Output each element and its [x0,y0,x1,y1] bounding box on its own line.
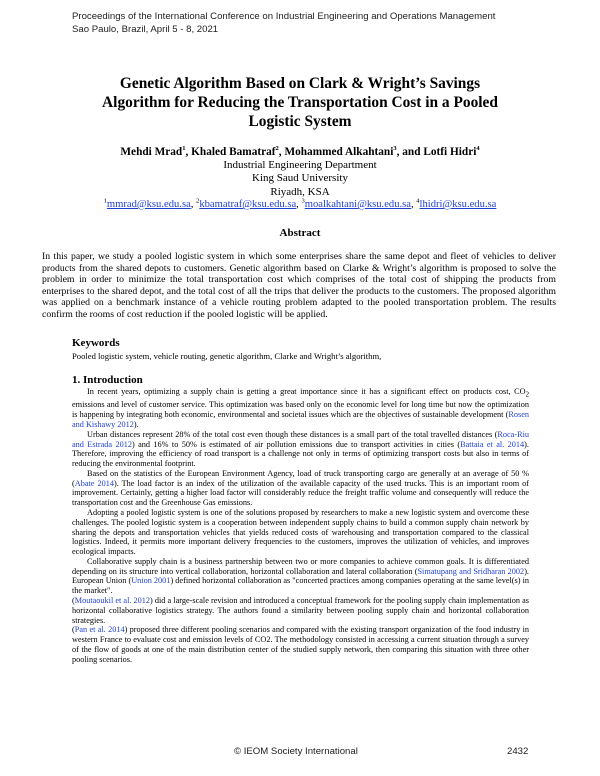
keywords-text: Pooled logistic system, vehicle routing, genetic algorithm, Clarke and Wright’s algorithm, [72,351,382,361]
citation-link[interactable]: Simatupang and Sridharan 2002 [417,566,525,576]
author-name: Khaled Bamatraf [191,146,276,158]
keywords-heading: Keywords [72,337,120,349]
abstract-text: In this paper, we study a pooled logistic system in which some enterprises share the same depot and fleet of vehicles to deliver products from the shared depots to customers. Genetic algorithm based on Clarke & Wright’s algorithm is proposed to solve the problem in order to minimize the total transportation cost which comprises of the total cost of shipping the products from enterprises to the shared depot, and the total cost of all the trips that deliver the products to the customers. The proposed algorithm was applied on a benchmark instance of a vehicle routing problem adapted to the pooled transportation problem. The results confirm the rooms of cost reduction if the pooled logistic will be applied. [42,251,556,320]
paragraph: (Moutaoukil et al. 2012) did a large-scale revision and introduced a conceptual framework for the pooling supply chain implementation as horizontal collaborative logistics strategy. The authors found a similarity between pooling supply chain and horizontal collaboration strategies. [72,596,529,625]
paragraph: In recent years, optimizing a supply chain is getting a great importance since it has a significant effect on products cost, $CO_2$ emissions and level of customer service. This optimization was based only on the economic level for long time but now the optimization is happening by integrating both economic, environmental and societal issues which are the objectives of sustainable development (Rosen and Kishawy 2012). [72,387,529,429]
email-link[interactable]: lhidri@ksu.edu.sa [419,199,497,210]
paper-title [40,74,560,131]
citation-link[interactable]: Roca-Riu and Estrada 2012 [72,429,529,449]
email-link[interactable]: mmrad@ksu.edu.sa [106,199,191,210]
email-list: $^1$mmrad@ksu.edu.sa, $^2$kbamatraf@ksu.edu.sa, $^3$moalkahtani@ksu.edu.sa, $^4$lhidri@ksu.edu.sa [103,197,497,210]
page-number: 2432 [507,746,529,757]
citation-link[interactable]: Pan et al. 2014 [74,625,125,635]
email-link[interactable]: kbamatraf@ksu.edu.sa [199,199,297,210]
author-name: Mohammed Alkahtani [284,146,394,158]
citation-link[interactable]: Moutaoukil et al. 2012 [74,596,151,606]
author-name: Mehdi Mrad [120,146,183,158]
paragraph: Urban distances represent 28% of the total cost even though these distances is a small part of the total travelled distances (Roca-Riu and Estrada 2012) and 16% to 50% is estimated of air pollution emissions due to transport activities in cities (Battaia et al. 2014). Therefore, improving the efficiency of road transport is a challenge not only in terms of optimizing transport costs but also in terms of reducing the environmental footprint. [72,429,529,469]
author-name: Lotfi Hidri [423,146,477,158]
city: Riyadh, KSA [270,185,330,198]
title-line: Genetic Algorithm Based on Clark & Wright’s Savings [119,75,481,92]
citation-link[interactable]: Battaia et al. 2014 [460,439,525,449]
title-line: Logistic System [248,113,352,130]
author-list: Mehdi Mrad$^1$, Khaled Bamatraf$^2$, Mohammed Alkahtani$^3$, and Lotfi Hidri$^4$ [120,145,480,158]
citation-link[interactable]: Union 2001 [131,576,171,586]
abstract-heading: Abstract [279,227,321,239]
email-link[interactable]: moalkahtani@ksu.edu.sa [304,199,411,210]
header-location-date: Sao Paulo, Brazil, April 5 - 8, 2021 [72,23,219,35]
affiliation [40,159,560,199]
university: King Saud University [252,172,348,185]
paragraph: Adopting a pooled logistic system is one of the solutions proposed by researchers to make a new logistic system and overcome these challenges. The pooled logistic system is a cooperation between independent supply chains to build a common supply chain network by sharing the depots and transportation vehicles that yields reduced costs of warehousing and transportation compared to the classical logistics. Indeed, it permits more important delivery frequencies to the customers, improves the utilization of vehicles, and improves ecological impacts. [72,508,529,557]
header-conference: Proceedings of the International Conference on Industrial Engineering and Operations Management [72,11,496,22]
proceedings-header [72,11,495,36]
paragraph: (Pan et al. 2014) proposed three different pooling scenarios and compared with the existing transport organization of the food industry in western France to evaluate cost and emission levels of CO2. The methodology consisted in accessing a current situation through a survey of the flow of goods at one of the main distribution center of the studied supply network, then comparing this situation with three other pooling scenarios. [72,625,529,664]
paragraph: Collaborative supply chain is a business partnership between two or more companies to achieve common goals. It is differentiated depending on its structure into vertical collaboration, horizontal collaboration and lateral collaboration (Simatupang and Sridharan 2002). European Union (Union 2001) defined horizontal collaboration as "concerted practices among companies operating at the same level(s) in the market". [72,556,530,596]
citation-link[interactable]: Rosen and Kishawy 2012 [72,410,529,429]
section-heading-introduction: 1. Introduction [72,374,143,386]
title-line: Algorithm for Reducing the Transportation Cost in a Pooled [102,94,498,111]
department: Industrial Engineering Department [223,159,377,171]
paragraph: Based on the statistics of the European Environment Agency, load of truck transporting cargo are generally at an average of 50 % (Abate 2014). The load factor is an index of the utilization of the available capacity of the used trucks. This is an important room of improvement. Certainly, getting a higher load factor will considerably reduce the freight traffic volume and consequently will reduce the transportation cost and the Greenhouse Gas emissions. [72,468,529,508]
introduction-body [72,387,529,665]
footer-society: © IEOM Society International [234,746,358,757]
citation-link[interactable]: Abate 2014 [74,478,114,488]
